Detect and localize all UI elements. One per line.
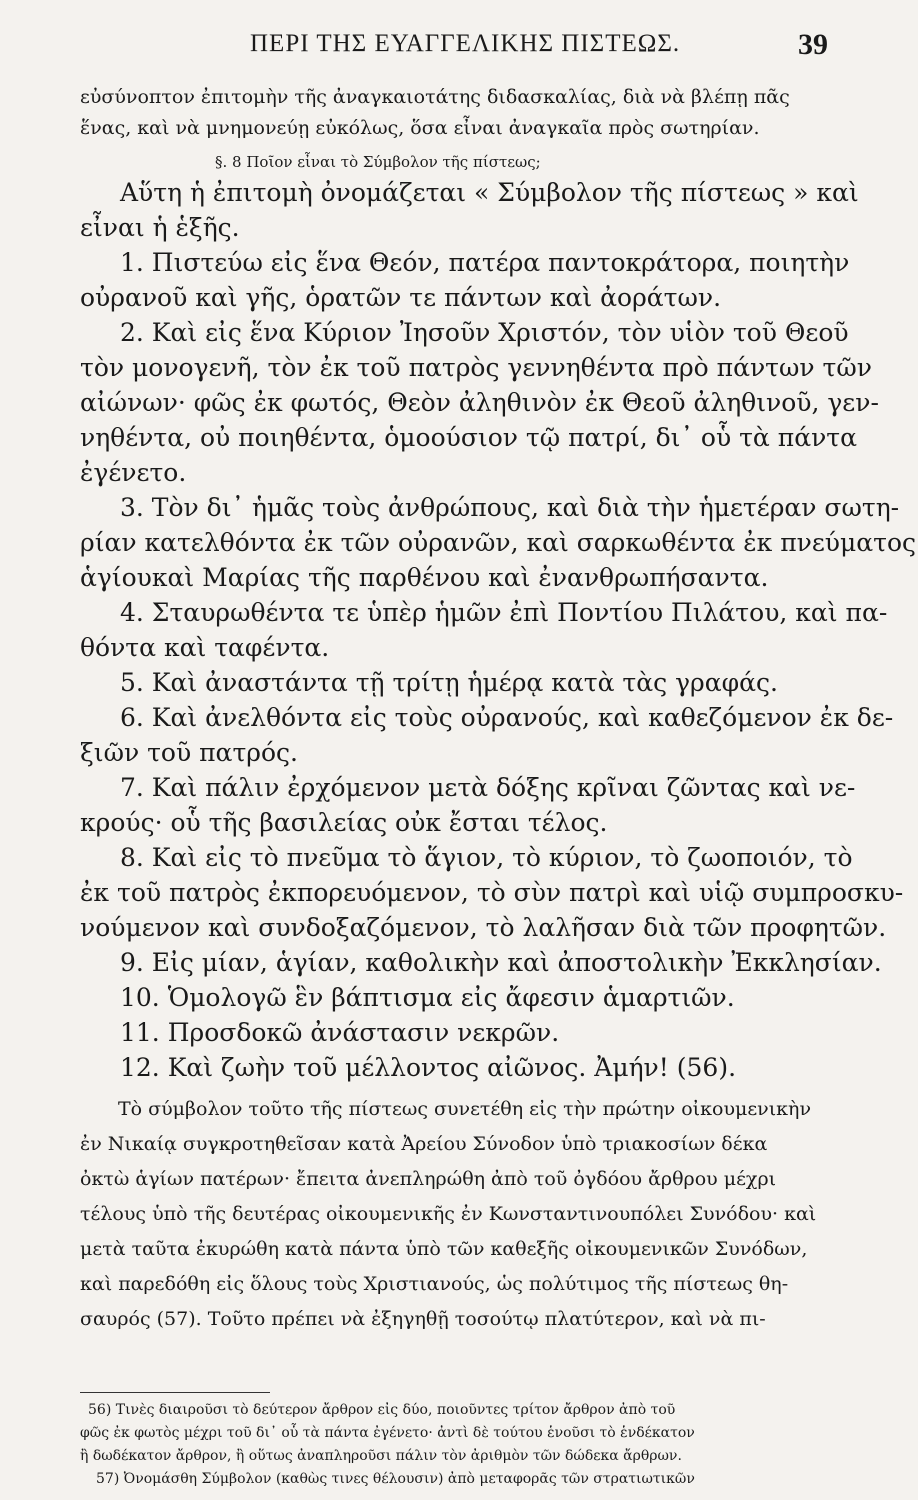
body-line: τὸν μονογενῆ, τὸν ἐκ τοῦ πατρὸς γεννηθέντα πρὸ πάντων τῶν — [80, 353, 872, 382]
creed-article-2: 2. Καὶ εἰς ἕνα Κύριον Ἰησοῦν Χριστόν, τὸν υἱὸν τοῦ Θεοῦ — [120, 318, 849, 347]
page-header — [80, 30, 828, 70]
closing-line: ἐν Νικαίᾳ συγκροτηθεῖσαν κατὰ Ἀρείου Σύνοδον ὑπὸ τριακοσίων δέκα — [80, 1133, 768, 1155]
body-line: νούμενον καὶ συνδοξαζόμενον, τὸ λαλῆσαν διὰ τῶν προφητῶν. — [80, 913, 887, 942]
creed-article-12: 12. Καὶ ζωὴν τοῦ μέλλοντος αἰῶνος. Ἀμήν! (56). — [120, 1053, 737, 1082]
creed-article-5: 5. Καὶ ἀναστάντα τῇ τρίτῃ ἡμέρᾳ κατὰ τὰς γραφάς. — [120, 668, 778, 697]
closing-line: ὀκτὼ ἁγίων πατέρων· ἔπειτα ἀνεπληρώθη ἀπὸ τοῦ ὀγδόου ἄρθρου μέχρι — [80, 1168, 777, 1190]
creed-article-1: 1. Πιστεύω εἰς ἕνα Θεόν, πατέρα παντοκράτορα, ποιητὴν — [120, 248, 850, 277]
body-line: ἐκ τοῦ πατρὸς ἐκπορευόμενον, τὸ σὺν πατρὶ καὶ υἱῷ συμπροσκυ- — [80, 878, 904, 907]
closing-line: καὶ παρεδόθη εἰς ὅλους τοὺς Χριστιανούς, ὡς πολύτιμος τῆς πίστεως θη- — [80, 1273, 789, 1295]
body-line: ρίαν κατελθόντα ἐκ τῶν οὐρανῶν, καὶ σαρκωθέντα ἐκ πνεύματος — [80, 528, 917, 557]
closing-line: τέλους ὑπὸ τῆς δευτέρας οἰκουμενικῆς ἐν Κωνσταντινουπόλει Συνόδου· καὶ — [80, 1203, 817, 1225]
running-title: ΠΕΡΙ ΤΗΣ ΕΥΑΓΓΕΛΙΚΗΣ ΠΙΣΤΕΩΣ. — [250, 30, 681, 57]
intro-line: εὐσύνοπτον ἐπιτομὴν τῆς ἀναγκαιοτάτης διδασκαλίας, διὰ νὰ βλέπῃ πᾶς — [80, 86, 790, 108]
creed-article-3: 3. Τὸν δι᾽ ἡμᾶς τοὺς ἀνθρώπους, καὶ διὰ τὴν ἡμετέραν σωτη- — [120, 493, 900, 522]
creed-article-7: 7. Καὶ πάλιν ἐρχόμενον μετὰ δόξης κρῖναι ζῶντας καὶ νε- — [120, 773, 856, 802]
footnote-line: 56) Τινὲς διαιροῦσι τὸ δεύτερον ἄρθρον εἰς δύο, ποιοῦντες τρίτον ἄρθρον ἀπὸ τοῦ — [88, 1402, 676, 1418]
body-line: ἁγίουκαὶ Μαρίας τῆς παρθένου καὶ ἐνανθρωπήσαντα. — [80, 563, 769, 592]
footnote-line: 57) Ὀνομάσθη Σύμβολον (καθὼς τινες θέλουσιν) ἀπὸ μεταφορᾶς τῶν στρατιωτικῶν — [96, 1471, 695, 1487]
body-line: εἶναι ἡ ἑξῆς. — [80, 213, 240, 242]
body-line: νηθέντα, οὐ ποιηθέντα, ὁμοούσιον τῷ πατρί, δι᾽ οὗ τὰ πάντα — [80, 423, 857, 452]
body-line: Αὕτη ἡ ἐπιτομὴ ὀνομάζεται « Σύμβολον τῆς πίστεως » καὶ — [120, 178, 859, 207]
creed-article-8: 8. Καὶ εἰς τὸ πνεῦμα τὸ ἅγιον, τὸ κύριον, τὸ ζωοποιόν, τὸ — [120, 843, 853, 872]
creed-article-4: 4. Σταυρωθέντα τε ὑπὲρ ἡμῶν ἐπὶ Ποντίου Πιλάτου, καὶ πα- — [120, 598, 888, 627]
body-line: ξιῶν τοῦ πατρός. — [80, 738, 298, 767]
body-line: θόντα καὶ ταφέντα. — [80, 633, 330, 662]
footnote-divider — [80, 1392, 270, 1393]
closing-line: Τὸ σύμβολον τοῦτο τῆς πίστεως συνετέθη εἰς τὴν πρώτην οἰκουμενικὴν — [118, 1098, 811, 1120]
body-line: οὐρανοῦ καὶ γῆς, ὁρατῶν τε πάντων καὶ ἀοράτων. — [80, 283, 722, 312]
section-heading: §. 8 Ποῖον εἶναι τὸ Σύμβολον τῆς πίστεως; — [215, 153, 541, 171]
page-number: 39 — [798, 28, 828, 61]
footnote-line: ἢ δωδέκατον ἄρθρον, ἢ οὕτως ἀναπληροῦσι πάλιν τὸν ἀριθμὸν τῶν δώδεκα ἄρθρων. — [80, 1448, 682, 1464]
creed-article-9: 9. Εἰς μίαν, ἁγίαν, καθολικὴν καὶ ἀποστολικὴν Ἐκκλησίαν. — [120, 948, 882, 977]
creed-article-10: 10. Ὁμολογῶ ἓν βάπτισμα εἰς ἄφεσιν ἁμαρτιῶν. — [120, 983, 735, 1012]
closing-line: μετὰ ταῦτα ἐκυρώθη κατὰ πάντα ὑπὸ τῶν καθεξῆς οἰκουμενικῶν Συνόδων, — [80, 1238, 808, 1260]
creed-article-11: 11. Προσδοκῶ ἀνάστασιν νεκρῶν. — [120, 1018, 560, 1047]
creed-article-6: 6. Καὶ ἀνελθόντα εἰς τοὺς οὐρανούς, καὶ καθεζόμενον ἐκ δε- — [120, 703, 894, 732]
body-line: κρούς· οὗ τῆς βασιλείας οὐκ ἔσται τέλος. — [80, 808, 608, 837]
body-line: αἰώνων· φῶς ἐκ φωτός, Θεὸν ἀληθινὸν ἐκ Θεοῦ ἀληθινοῦ, γεν- — [80, 388, 879, 417]
body-line: ἐγένετο. — [80, 458, 187, 487]
closing-line: σαυρός (57). Τοῦτο πρέπει νὰ ἐξηγηθῇ τοσούτῳ πλατύτερον, καὶ νὰ πι- — [80, 1308, 766, 1330]
intro-line: ἕνας, καὶ νὰ μνημονεύῃ εὐκόλως, ὅσα εἶναι ἀναγκαῖα πρὸς σωτηρίαν. — [80, 117, 760, 139]
footnote-line: φῶς ἐκ φωτὸς μέχρι τοῦ δι᾽ οὗ τὰ πάντα ἐγένετο· ἀντὶ δὲ τούτου ἑνοῦσι τὸ ἑνδέκατον — [80, 1425, 695, 1441]
